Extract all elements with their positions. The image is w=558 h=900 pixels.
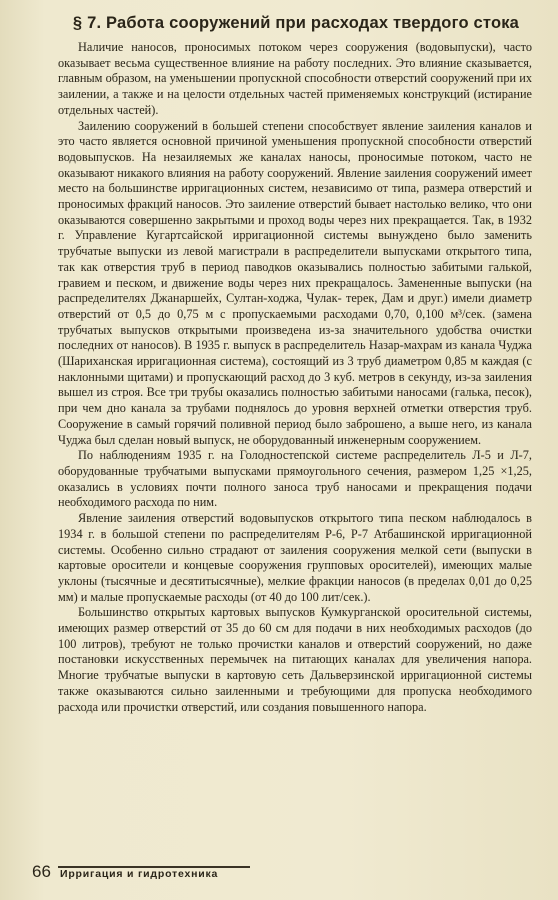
section-heading: § 7. Работа сооружений при расходах твердого стока bbox=[72, 14, 520, 32]
body-text bbox=[58, 40, 532, 715]
page-number: 66 bbox=[32, 862, 51, 881]
paragraph: Наличие наносов, проносимых потоком через сооружения (водовыпуски), часто оказывает весьма существенное влияние на работу последних. Это влияние сказывается, главным образом, на уменьшении пропускной способности отверстий сооружений при их заилении, а также и на целости отдельных частей применяемых конструкций (истирание отдельных частей). bbox=[58, 40, 532, 117]
paragraph: Заилению сооружений в большей степени способствует явление заиления каналов и это часто является основной причиной уменьшения пропускной способности отверстий водовыпусков. На незаиляемых же каналах наносы, проносимые потоком, часто не оказывают никакого влияния на работу сооружений. Явление заиления сооружений имеет место на большинстве ирригационных систем, независимо от типа, размера отверстий и проносимых фракций наносов. Это заиление отверстий бывает настолько велико, что они оказываются совершенно закрытыми и проход воды через них прекращается. Так, в 1932 г. Управление Кугартсайской ирригационной системы вынуждено было заменить трубчатые выпуски из левой магистрали в распределители выпусками открытого типа, так как отверстия труб в период паводков оказывались полностью забитыми галькой, гравием и песком, и движение воды через них прекращалось. Замененные выпуски (на распределителях Джанаршейх, Султан-ходжа, Чулак- терек, Дам и друг.) имели диаметр отверстий от 0,5 до 0,75 м с пропускаемыми расходами 0,70, 0,100 м³/сек. (замена трубчатых выпусков открытыми произведена из-за значительного удобства очистки последних от наносов). В 1935 г. выпуск в распределитель Назар-махрам из канала Чуджа (Шариханская ирригационная система), состоящий из 3 труб диаметром 0,85 м каждая (с наклонными щитами) и пропускающий расход до 3 куб. метров в секунду, из-за заиления вышел из строя. Все три трубы оказались полностью забитыми наносами (галька, песок), при чем дно канала за трубами поднялось до уровня верхней отметки отверстия труб. Сооружение в самый горячий поливной период было заброшено, а выше него, из канала Чуджа был сделан новый выпуск, не оборудованный инженерным сооружением. bbox=[58, 118, 532, 447]
paragraph: Явление заиления отверстий водовыпусков открытого типа песком наблюдалось в 1934 г. в большой степени по распределителям Р-6, Р-7 Атбашинской ирригационной системы. Особенно сильно страдают от заиления сооружения мелкой сети (выпуски в картовые оросители и концевые сооружения групповых оросителей), имеющих малые уклоны (тысячные и десятитысячные), мелкие фракции наносов (в пределах 0,01 до 0,25 мм) и малые пропускаемые расходы (от 40 до 100 лит/сек.). bbox=[58, 511, 532, 604]
paragraph: По наблюдениям 1935 г. на Голодностепской системе распределитель Л-5 и Л-7, оборудованные трубчатыми выпусками прямоугольного сечения, размером 1,25 ×1,25, оказались в условиях почти полного заноса труб наносами и прекращения подачи необходимого расхода по ним. bbox=[58, 448, 532, 510]
paragraph: Большинство открытых картовых выпусков Кумкурганской оросительной системы, имеющих размер отверстий от 35 до 60 см для подачи в них необходимых расходов (до 100 литров), требуют не только прочистки каналов и отверстий сооружений, но даже постановки искусственных перемычек на питающих каналах для увеличения напора. Многие трубчатые выпуски в картовую сеть Дальверзинской ирригационной системы также оказываются сильно заиленными и требующими для пропуска необходимого расхода или прочистки отверстий, или создания повышенного напора. bbox=[58, 605, 532, 714]
journal-title: Ирригация и гидротехника bbox=[60, 868, 219, 880]
page-footer bbox=[32, 862, 332, 886]
